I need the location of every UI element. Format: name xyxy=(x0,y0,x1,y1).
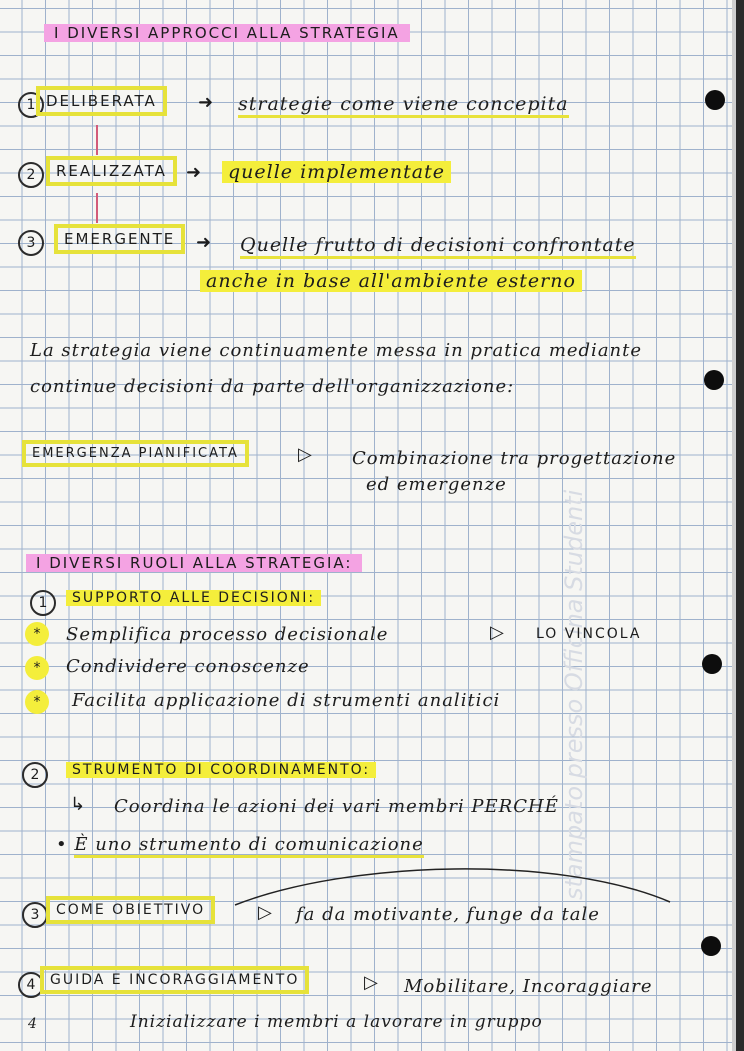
number-circle: 4 xyxy=(18,972,44,998)
emergenza-label: EMERGENZA PIANIFICATA xyxy=(22,440,249,467)
binder-hole xyxy=(702,654,722,674)
page-edge xyxy=(736,0,744,1051)
paragraph-line1: La strategia viene continuamente messa in pratica mediante xyxy=(30,340,643,361)
binder-hole xyxy=(705,90,725,110)
number-circle: 3 xyxy=(22,902,48,928)
binder-hole xyxy=(701,936,721,956)
arrow-icon: ▷ xyxy=(490,622,504,643)
number-circle: 1 xyxy=(30,590,56,616)
emergenza-text-line2: ed emergenze xyxy=(366,474,507,495)
arrow-icon: ▷ xyxy=(298,444,312,465)
asterisk-bullet-icon: * xyxy=(25,690,49,714)
bullet-text: Semplifica processo decisionale xyxy=(66,624,389,645)
approach-label-realizzata: REALIZZATA xyxy=(46,156,177,186)
bullet-suffix: LO VINCOLA xyxy=(536,626,642,642)
approach-text: strategie come viene concepita xyxy=(238,93,569,115)
ruolo4-text-line1: Mobilitare, Incoraggiare xyxy=(404,976,653,997)
section-title-ruoli: I DIVERSI RUOLI ALLA STRATEGIA: xyxy=(26,554,362,572)
approach-text-line2: anche in base all'ambiente esterno xyxy=(200,270,582,292)
emergenza-text-line1: Combinazione tra progettazione xyxy=(352,448,677,469)
paragraph-line2: continue decisioni da parte dell'organizzazione: xyxy=(30,376,515,397)
approach-label-emergente: EMERGENTE xyxy=(54,224,185,254)
page-number: 4 xyxy=(28,1016,38,1032)
number-circle: 1 xyxy=(18,92,44,118)
arrow-icon: ➜ xyxy=(186,162,202,183)
ruolo4-text-line2: Inizializzare i membri a lavorare in gruppo xyxy=(130,1012,543,1032)
ruolo-label-guida: GUIDA E INCORAGGIAMENTO xyxy=(40,966,309,994)
ruolo-label-obiettivo: COME OBIETTIVO xyxy=(46,896,215,924)
connector-line xyxy=(96,125,98,155)
ruolo2-line2: • È uno strumento di comunicazione xyxy=(56,834,424,855)
page-edge-shadow xyxy=(732,0,736,1051)
ruolo-label-strumento: STRUMENTO DI COORDINAMENTO: xyxy=(66,762,376,778)
ruolo-label-supporto: SUPPORTO ALLE DECISIONI: xyxy=(66,590,321,606)
asterisk-bullet-icon: * xyxy=(25,622,49,646)
asterisk-bullet-icon: * xyxy=(25,656,49,680)
connector-line xyxy=(96,193,98,223)
ruolo3-text: fa da motivante, funge da tale xyxy=(296,904,600,925)
arrow-icon: ➜ xyxy=(196,232,212,253)
number-circle: 2 xyxy=(18,162,44,188)
arrow-icon: ▷ xyxy=(364,972,378,993)
arrow-icon: ➜ xyxy=(198,92,214,113)
watermark: stampato presso Officina Studenti xyxy=(560,489,588,900)
approach-label-deliberata: DELIBERATA xyxy=(36,86,167,116)
arrow-icon: ↳ xyxy=(70,794,86,815)
number-circle: 2 xyxy=(22,762,48,788)
bullet-text: Condividere conoscenze xyxy=(66,656,310,677)
arrow-icon: ▷ xyxy=(258,902,272,923)
page-title: I DIVERSI APPROCCI ALLA STRATEGIA xyxy=(44,24,410,42)
binder-hole xyxy=(704,370,724,390)
approach-text: quelle implementate xyxy=(222,161,451,183)
ruolo2-line1: Coordina le azioni dei vari membri PERCHÉ xyxy=(114,796,559,817)
bullet-text: Facilita applicazione di strumenti analitici xyxy=(72,690,501,711)
number-circle: 3 xyxy=(18,230,44,256)
approach-text-line1: Quelle frutto di decisioni confrontate xyxy=(240,234,636,256)
